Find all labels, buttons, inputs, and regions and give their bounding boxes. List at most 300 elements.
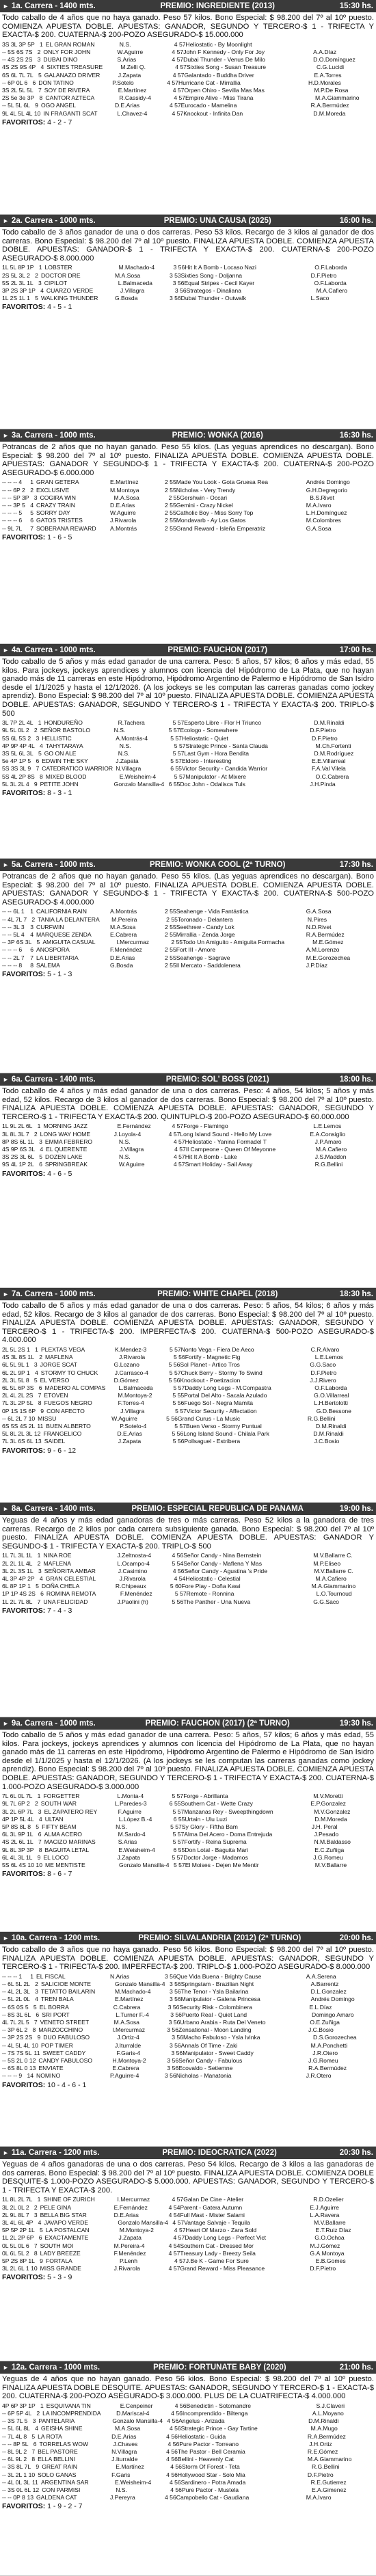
runner-age-weight: 4 57 <box>174 2227 186 2234</box>
runner-jockey: W.Aguirre <box>117 48 144 55</box>
runner-horse-name: CUARZO VERDE <box>46 286 94 294</box>
runner-trainer: M.A.Cafiero <box>315 1574 347 1582</box>
runner-trainer: M.A.Cafiero <box>315 1145 347 1153</box>
runner-recent-form: -- 6S 8L 0 <box>2 2065 28 2072</box>
runner-jockey: W.Aguirre <box>118 1161 145 1168</box>
runner-trainer: C.R.Alvaro <box>310 1345 340 1353</box>
runner-number: 4 <box>38 2218 42 2226</box>
runner-horse-name: PETITE JOHN <box>40 780 79 788</box>
runner-row <box>2 773 374 781</box>
race-number-distance: 7a. Carrera - 1000 mts. <box>11 1290 96 1298</box>
runner-jockey: M.Machado-4 <box>118 264 155 271</box>
runner-number: 2 <box>33 2203 38 2211</box>
runner-sire-dam: Urtain - Ulu Luzi <box>185 1815 228 1823</box>
runner-sire-dam: Grand Reward - Isleña Emperatriz <box>176 524 266 532</box>
runner-trainer: M.Ch.Fortenti <box>315 742 351 749</box>
runner-row <box>2 2019 374 2026</box>
runner-list <box>0 1122 376 1168</box>
favorites-label: FAVORITOS: <box>2 2502 46 2511</box>
runner-number: 3 <box>37 56 41 64</box>
runner-row <box>2 719 374 727</box>
runner-trainer: G.O.Ochoa <box>314 2234 345 2242</box>
runner-jockey: J.Pereyra <box>110 2494 135 2501</box>
runner-horse-name: EXACTAMENTE <box>44 2234 89 2242</box>
race-post-time: 17:30 hs. <box>339 861 373 869</box>
runner-sire-dam: Manipulator - Sweet Caddy <box>183 2049 254 2056</box>
runner-sire-dam: Seahenge - Vida Fantástica <box>176 908 249 915</box>
runner-age-weight: 4 57 <box>173 1153 185 1161</box>
runner-trainer: J.H.Pinda <box>310 780 336 788</box>
runner-age-weight: 2 55 <box>171 939 183 946</box>
runner-trainer: E.A.Torres <box>314 71 342 79</box>
runner-recent-form: -- -- -- 8 <box>2 961 23 969</box>
runner-sire-dam: Fortify - Reina Suprema <box>184 1838 247 1846</box>
runner-number: 3 <box>32 2417 36 2425</box>
runner-sire-dam: Hollywood Star - Solo Mia <box>177 2471 245 2478</box>
runner-trainer: J.G.Romeu <box>308 2057 338 2065</box>
runner-sire-dam: Macho Fabuloso - Ysla Ivinka <box>183 2034 260 2041</box>
runner-sire-dam: Fore Play - Doña Kawi <box>181 1583 241 1590</box>
race-header <box>0 429 376 442</box>
runner-sire-dam: Hurricane Cat - Mirrallia <box>178 79 241 86</box>
runner-number: 11 <box>33 2049 40 2056</box>
runner-age-weight: 5 57 <box>172 749 185 757</box>
runner-sire-dam: Orpen Ohiro - Sevilla Mas Mas <box>184 87 265 94</box>
runner-jockey: W.Aguirre <box>111 1414 137 1422</box>
race-favorites <box>0 2272 376 2282</box>
runner-horse-name: LOBSTER <box>44 264 72 271</box>
runner-trainer: M.A.Giammarino <box>307 2456 352 2463</box>
runner-horse-name: TORRELAS WOW <box>39 2440 88 2447</box>
runner-jockey: N.Villagra <box>116 765 142 773</box>
race-header <box>0 644 376 656</box>
runner-recent-form: 1L 2L 7L 8L <box>2 1598 33 1605</box>
runner-trainer: H.D.Morales <box>308 79 341 86</box>
runner-row <box>2 1847 374 1854</box>
runner-number: 7 <box>33 2019 38 2026</box>
runner-horse-name: DUO FABULOSO <box>43 2034 90 2041</box>
runner-jockey: D.E.Arias <box>110 954 135 961</box>
runner-number: 2 <box>37 48 41 55</box>
runner-row <box>2 1399 374 1407</box>
runner-trainer: J.S.Maddon <box>314 1153 347 1161</box>
runner-number: 4 <box>40 64 44 71</box>
runner-age-weight: 4 56 <box>165 2494 176 2501</box>
runner-horse-name: LADY BREEZE <box>40 2249 81 2257</box>
runner-trainer: M.V.Ballarre C. <box>313 1552 353 1559</box>
runner-trainer: M.A.Ponchetti <box>310 2041 348 2049</box>
runner-trainer: O.F.Laborda <box>314 264 347 271</box>
arrow-right-icon: ► <box>3 1720 9 1727</box>
runner-row <box>2 2471 374 2479</box>
runner-sire-dam: Que Vida Buena - Brighty Cause <box>176 1972 262 1980</box>
runner-age-weight: 3 56 <box>167 2057 179 2065</box>
runner-number: 6 <box>36 757 40 765</box>
runner-horse-name: ROMINA REMOTA <box>46 1590 96 1598</box>
race-header <box>0 2147 376 2159</box>
race-card <box>0 2361 376 2576</box>
runner-recent-form: 3S 2S 3L 6L <box>2 1153 34 1161</box>
race-conditions: Todo caballo de 5 años y más edad ganador de una carrera. Peso: 5 años, 57 kilos; 6 años y más edad, 55 kilos. Para jockeys, jockeys aprendices y alumnos con licencia del Hipódromo de La Plata, que no hayan ganado más de 11 carreras en este Hipódromo, Hipódromo Argentino de Palermo e Hipódromo de San Isidro desde el 1/1/2025 y hasta el 12/1/2026. (A los jockeys se les computan las carreras ganadas como jockey aprendiz). Bono Especial: $ 98.200 del 7º al 10º puesto. FINALIZA APUESTA DOBLE. COMIENZA APUESTA DOBLE. APUESTAS: GANADOR, SEGUNDO Y TERCERO-$ 1 - TRIFECTA Y EXACTA-$ 200. CUATERNA-$ 1.000-POZO ASEGURADO-$ 3.000.000 <box>2 1731 374 1791</box>
runner-jockey: J.Zeltnosta-4 <box>117 1552 152 1559</box>
race-card <box>0 644 376 859</box>
runner-row <box>2 79 374 87</box>
runner-jockey: J.Loyola-4 <box>113 1130 142 1138</box>
runner-recent-form: 9L 5L 0L 2 <box>2 727 29 734</box>
runner-horse-name: CATEDRATICO WARRIOR <box>42 765 113 773</box>
runner-jockey: D.Gómez <box>113 1376 139 1384</box>
runner-horse-name: ENVIATE <box>38 2065 64 2072</box>
runner-sire-dam: Equal Stripes - Cecil Kayer <box>184 279 255 286</box>
runner-recent-form: 2S 5L 3L 2 <box>2 271 30 279</box>
race-prize-name: PREMIO: FORTUNATE BABY (2020) <box>153 2363 286 2372</box>
runner-sire-dam: Fortify - Magnetic Fig <box>185 1354 241 1361</box>
race-number-distance: 2a. Carrera - 1000 mts. <box>11 217 96 225</box>
runner-horse-name: LA POSTALCAN <box>45 2227 90 2234</box>
runner-age-weight: 2 55 <box>165 486 176 494</box>
runner-age-weight: 2 55 <box>165 479 176 486</box>
runner-horse-name: POP TIMER <box>40 2041 73 2049</box>
runner-sire-dam: The Tenor - Ysla Bailarina <box>180 1988 249 1996</box>
race-favorites <box>0 788 376 798</box>
runner-jockey: J.Paolini (h) <box>117 1598 148 1605</box>
runner-row <box>2 2034 374 2041</box>
runner-number: 1 <box>37 2196 41 2203</box>
runner-sire-dam: The Panther - Una Nueva <box>183 1598 251 1605</box>
runner-recent-form: -- -- -- 1 <box>2 1972 23 1980</box>
runner-jockey: Gonzalo Mansilla-4 <box>112 2417 163 2425</box>
runner-jockey: Gonzalo Mansilla-4 <box>118 2218 168 2226</box>
runner-horse-name: ELLA BELLINI <box>38 2456 76 2463</box>
runner-horse-name: SALEMA <box>36 961 60 969</box>
runner-horse-name: HELLISTIC <box>42 734 72 742</box>
runner-number: 7 <box>30 954 33 961</box>
runner-jockey: E.Fernández <box>113 2203 148 2211</box>
runner-number: 2 <box>35 1980 38 1987</box>
runner-recent-form: 4S 2S 9S 4P <box>2 64 36 71</box>
runner-row <box>2 2065 374 2072</box>
runner-trainer: D.F.Pietro <box>311 734 338 742</box>
runner-recent-form: 1L 2S 1L 1 <box>2 295 30 302</box>
runner-age-weight: 4 56 <box>169 2478 181 2486</box>
runner-row <box>2 287 374 295</box>
runner-recent-form: 6S 5S 4S 2L <box>2 1423 36 1430</box>
favorites-label: FAVORITOS: <box>2 118 46 126</box>
runner-trainer: M.E.Gorozechea <box>306 954 351 961</box>
runner-row <box>2 1123 374 1130</box>
runner-jockey: E.Martínez <box>118 87 147 94</box>
runner-number: 6 <box>33 2440 37 2447</box>
runner-row <box>2 1996 374 2003</box>
runner-jockey: G.Bosda <box>110 961 133 969</box>
runner-row <box>2 2250 374 2257</box>
runner-horse-name: MARQUESE ZENDA <box>36 930 92 938</box>
runner-age-weight: 4 56 <box>172 1552 184 1559</box>
runner-recent-form: -- -- -- 6 <box>2 517 23 524</box>
race-post-time: 21:00 hs. <box>339 2363 373 2372</box>
runner-age-weight: 5 57 <box>170 757 182 765</box>
runner-recent-form: 0L 6L 5L 2 <box>2 2249 29 2257</box>
runner-recent-form: 5S 6L 5S 2 <box>2 734 31 742</box>
runner-trainer: B.S.Rivet <box>310 494 335 501</box>
favorites-label: FAVORITOS: <box>2 2080 46 2089</box>
runner-jockey: M.Pereira-4 <box>113 2242 145 2249</box>
runner-list <box>0 2402 376 2502</box>
runner-row <box>2 487 374 494</box>
runner-sire-dam: Knockout - Poetizacion <box>180 1376 241 1384</box>
runner-horse-name: MORNING JAZZ <box>43 1123 88 1130</box>
runner-age-weight: 4 57 <box>172 109 184 117</box>
runner-age-weight: 4 56 <box>166 2432 178 2440</box>
runner-row <box>2 1793 374 1800</box>
runner-jockey: W.Aguirre <box>110 509 136 517</box>
runner-age-weight: 5 56 <box>172 1598 184 1605</box>
runner-jockey: D.E.Arias <box>111 2432 137 2440</box>
runner-horse-name: CRAZY TRAIN <box>36 501 75 509</box>
runner-sire-dam: Zensational - Moon Landing <box>178 2026 252 2034</box>
runner-number: 12 <box>33 1430 41 1438</box>
runner-row <box>2 64 374 71</box>
favorites-label: FAVORITOS: <box>2 1870 46 1879</box>
runner-sire-dam: El Moises - Dejen Me Mentir <box>185 1861 259 1868</box>
runner-jockey: J.Villagra <box>120 1145 144 1153</box>
runner-recent-form: 3S 3L 3P 5P <box>2 40 35 48</box>
runner-recent-form: 5e 4P 1P 5 <box>2 757 31 765</box>
runner-jockey: H.Montoya-2 <box>112 2057 146 2065</box>
runner-horse-name: UNA FELICIDAD <box>43 1598 88 1605</box>
runner-trainer: L.E.Lemos <box>314 1354 343 1361</box>
race-prize-name: PREMIO: FAUCHON (2017) (2ª TURNO) <box>145 1719 290 1728</box>
runner-trainer: L.Saco <box>310 295 330 302</box>
runner-jockey: N.S. <box>116 2486 127 2494</box>
runner-number: 1 <box>30 908 33 915</box>
runner-row <box>2 1408 374 1415</box>
runner-trainer: L.A.Ravera <box>310 2211 340 2218</box>
runner-number: 10 <box>28 1414 36 1422</box>
race-card <box>0 2147 376 2361</box>
runner-horse-name: EXCLUSIVE <box>36 486 70 494</box>
runner-list <box>0 478 376 532</box>
runner-age-weight: 4 54 <box>168 2211 180 2218</box>
runner-list <box>0 40 376 118</box>
runner-recent-form: -- 3P 6S 3L <box>2 939 32 946</box>
runner-row <box>2 2494 374 2501</box>
runner-number: 8 <box>39 94 43 102</box>
runner-age-weight: 5 57 <box>173 1861 185 1868</box>
arrow-right-icon: ► <box>3 1935 9 1942</box>
runner-recent-form: 1L 2L 2P 6P <box>2 2234 34 2242</box>
runner-row <box>2 72 374 79</box>
runner-trainer: D.M.Moreda <box>313 109 346 117</box>
runner-horse-name: WALKING THUNDER <box>40 295 98 302</box>
runner-sire-dam: Catholic Boy - Miss Sorry Top <box>176 509 254 517</box>
runner-recent-form: -- -- 6L 1 <box>2 908 25 915</box>
runner-horse-name: PELE GINA <box>40 2203 72 2211</box>
runner-number: 1 <box>30 1972 33 1980</box>
runner-sire-dam: Doctor Jorge - Madamos <box>183 1853 248 1861</box>
runner-jockey: N.S. <box>118 1138 131 1145</box>
runner-recent-form: 5P 5P 2P 1L <box>2 2227 35 2234</box>
race-post-time: 15:30 hs. <box>339 2 373 10</box>
runner-recent-form: 6L 3L 9P 1L <box>2 1831 33 1838</box>
runner-trainer: A.A.Díaz <box>313 48 337 55</box>
race-number-distance: 6a. Carrera - 1400 mts. <box>11 1075 96 1084</box>
runner-recent-form: 3L 2L 0L 2 <box>2 2203 29 2211</box>
runner-row <box>2 1583 374 1590</box>
runner-trainer: J.R.Otero <box>306 2072 332 2080</box>
race-conditions: Todo caballo de 5 años y más edad ganador de una o dos carreras. Peso: 5 años, 54 kilos; 6 años y más edad, 52 kilos. Recargo de 3 kilos al ganador de dos carreras. Bono Especial: $ 98.200 del 7º al 10º puesto. FINALIZA APUESTA DOBLE. COMIENZA APUESTA DOBLE. APUESTAS: GANADOR, SEGUNDO Y TERCERO-$ 1 - TRIFECTA-$ 200. IMPERFECTA-$ 200. CUATERNA-$ 500-POZO ASEGURADO-$ 4.000.000 <box>2 1302 374 1345</box>
runner-age-weight: 4 56 <box>172 1567 185 1574</box>
runner-number: 4 <box>35 1369 38 1376</box>
runner-age-weight: 5 57 <box>170 1823 182 1830</box>
runner-row <box>2 1552 374 1559</box>
runner-horse-name: FORTALA <box>45 2257 72 2264</box>
runner-age-weight: 2 55 <box>165 524 176 532</box>
runner-row <box>2 931 374 939</box>
favorites-values: 4 - 6 - 5 <box>47 1169 72 1178</box>
runner-jockey: D.E.Arias <box>110 501 135 509</box>
arrow-right-icon: ► <box>3 2149 9 2156</box>
race-favorites <box>0 118 376 127</box>
runner-recent-form: -- 3S 8L 7L <box>2 2463 31 2471</box>
runner-number: 11 <box>32 2478 38 2486</box>
runner-recent-form: 3L 8L 3L 7 <box>2 1130 29 1138</box>
runner-number: 7 <box>31 2448 36 2455</box>
runner-age-weight: 5 57 <box>174 773 186 780</box>
runner-trainer: M.A.Ivaro <box>306 2494 332 2501</box>
runner-number: 12 <box>29 2057 36 2065</box>
race-header <box>0 1288 376 1300</box>
runner-sire-dam: Strategic Prince - Santa Clauda <box>185 742 268 749</box>
runner-jockey: P.Sotelo-4 <box>120 1423 147 1430</box>
runner-horse-name: DOCTOR DRE <box>40 271 81 279</box>
runner-row <box>2 2072 374 2080</box>
runner-horse-name: SWEET CADDY <box>42 2049 86 2056</box>
runner-number: 1 <box>37 1793 41 1800</box>
runner-sire-dam: Full Mast - Mister Salami <box>180 2211 245 2218</box>
runner-sire-dam: Benedictin - Sotomandre <box>186 2402 252 2409</box>
runner-trainer: R.E.Gutierrez <box>310 2478 347 2486</box>
runner-sire-dam: Heliostatic - Celestial <box>185 1574 241 1582</box>
runner-trainer: N.M.Baldasso <box>314 1838 351 1846</box>
runner-sire-dam: Storm Of Forest - Teta <box>181 2463 240 2471</box>
runner-number: 4 <box>30 930 33 938</box>
runner-jockey: G.Bosda <box>114 295 138 302</box>
runner-sire-dam: Pollsaguel - Estribera <box>184 1438 241 1445</box>
runner-trainer: G.A.Sosa <box>306 524 332 532</box>
runner-sire-dam: Buen Verso - Stormy Puntual <box>186 1423 262 1430</box>
runner-recent-form: 4L 3P 4P 2P <box>2 1574 35 1582</box>
runner-recent-form: -- -- 5L 4 <box>2 930 25 938</box>
runner-jockey: D.E.Arias <box>113 2211 139 2218</box>
runner-row <box>2 49 374 56</box>
runner-recent-form: 3P 2S 3P 1P <box>2 286 36 294</box>
race-post-time: 18:00 hs. <box>339 1075 373 1084</box>
runner-horse-name: FORGETTER <box>43 1793 80 1800</box>
runner-jockey: E.Cenpeiner <box>120 2402 153 2409</box>
runner-sire-dam: Eldoro - Interesting <box>181 757 232 765</box>
runner-horse-name: SALICIOE MONTE <box>40 1980 91 1987</box>
runner-trainer: C.G.Lucidi <box>316 64 345 71</box>
runner-age-weight: 4 57 <box>174 40 186 48</box>
runner-row <box>2 1392 374 1399</box>
runner-number: 2 <box>37 1559 41 1567</box>
runner-trainer: R.A.Bermúdez <box>308 2065 347 2072</box>
runner-age-weight: 5 56 <box>172 1399 185 1407</box>
runner-trainer: J.C.Bosio <box>308 2026 334 2034</box>
runner-sire-dam: Il Campeone - Queen Of Meyonne <box>185 1145 276 1153</box>
race-header <box>0 215 376 227</box>
runner-age-weight: 4 56 <box>171 2409 183 2417</box>
runner-sire-dam: Knockout - Infinita Dan <box>183 109 243 117</box>
runner-jockey: A.Montrás-4 <box>116 734 148 742</box>
favorites-values: 1 - 9 - 2 - 7 <box>47 2502 83 2511</box>
runner-jockey: J.Zapata <box>116 757 139 765</box>
favorites-values: 5 - 1 - 3 <box>47 970 72 978</box>
arrow-right-icon: ► <box>3 647 9 654</box>
runner-sire-dam: Daddy Long Legs - Perfect Vict <box>185 2234 267 2242</box>
runner-recent-form: 5S 2L 3L 1L <box>2 279 33 286</box>
runner-jockey: N.Villagra <box>111 2448 137 2455</box>
runner-number: 2 <box>36 2409 40 2417</box>
runner-number: 1 <box>38 719 42 727</box>
race-favorites <box>0 2501 376 2511</box>
runner-recent-form: -- 3P 2S 2S <box>2 2034 33 2041</box>
runner-number: 7 <box>38 1838 42 1846</box>
runner-number: 5 <box>38 71 42 79</box>
runner-sire-dam: Incomprendido - Biltenga <box>182 2409 248 2417</box>
runner-trainer: J.H. Peral <box>311 1823 338 1830</box>
runner-jockey: J.Zapata <box>118 2234 142 2242</box>
arrow-right-icon: ► <box>3 1291 9 1298</box>
runner-row <box>2 1590 374 1598</box>
runner-horse-name: ALMA ACERO <box>44 1831 82 1838</box>
runner-recent-form: 0L 5L 0L 6 <box>2 2242 29 2249</box>
runner-jockey: N.S. <box>118 749 130 757</box>
runner-jockey: J.Rivarola <box>113 2265 140 2272</box>
runner-horse-name: SPRINGBREAK <box>44 1161 88 1168</box>
runner-recent-form: 9L 4L 5L 4L <box>2 109 33 117</box>
race-favorites <box>0 2080 376 2090</box>
runner-row <box>2 1415 374 1423</box>
runner-horse-name: ONLY FOR JOHN <box>43 48 91 55</box>
runner-jockey: J.Rivarola <box>118 1354 146 1361</box>
race-conditions: Yeguas de 4 años y más edad ganadoras de tres o más carreras. Peso 52 kilos a la ganadora de tres carreras. Recargo de 2 kilos por cada carrera subsiguiente ganada. Bono Especial: $ 98.200 del 7º al 10º puesto. FINALIZA APUESTA DOBLE. COMIENZA APUESTA DOBLE. APUESTAS: GANADOR Y SEGUNDO-$ 1 - TRIFECTA Y EXACTA-$ 200. TRIPLO-$ 500 <box>2 1516 374 1551</box>
race-card <box>0 1717 376 1932</box>
runner-age-weight: 3 56 <box>165 2072 176 2080</box>
runner-sire-dam: Ecovaldo - Setiemne <box>178 2065 233 2072</box>
runner-recent-form: 5S 3S 3L 9 <box>2 765 31 773</box>
runner-row <box>2 2026 374 2034</box>
runner-number: 5 <box>33 1376 38 1384</box>
runner-recent-form: -- -- 3L 3 <box>2 923 25 930</box>
runner-sire-dam: Security Risk - Colombinera <box>179 2003 252 2011</box>
runner-number: 6 <box>36 2011 40 2018</box>
runner-jockey: Gonzalo Mansilla-4 <box>118 1861 170 1868</box>
race-card <box>0 0 376 215</box>
runner-age-weight: 6 55 <box>173 1815 185 1823</box>
runner-row <box>2 2257 374 2265</box>
runner-sire-dam: Victor Security - Candida Warrior <box>181 765 268 773</box>
runner-sire-dam: The Pastor - Bell Ceramia <box>177 2448 245 2455</box>
runner-sire-dam: Made You Look - Gota Gruesa Rea <box>176 479 268 486</box>
runner-trainer: R.E.Gómez <box>307 2448 338 2455</box>
runner-number: 1 <box>37 1552 41 1559</box>
runner-jockey: F.Menéndez <box>120 1590 152 1598</box>
runner-row <box>2 781 374 788</box>
runner-recent-form: 2L 3L 5L 8 <box>2 1376 29 1384</box>
runner-horse-name: LA ROTA <box>38 2432 62 2440</box>
